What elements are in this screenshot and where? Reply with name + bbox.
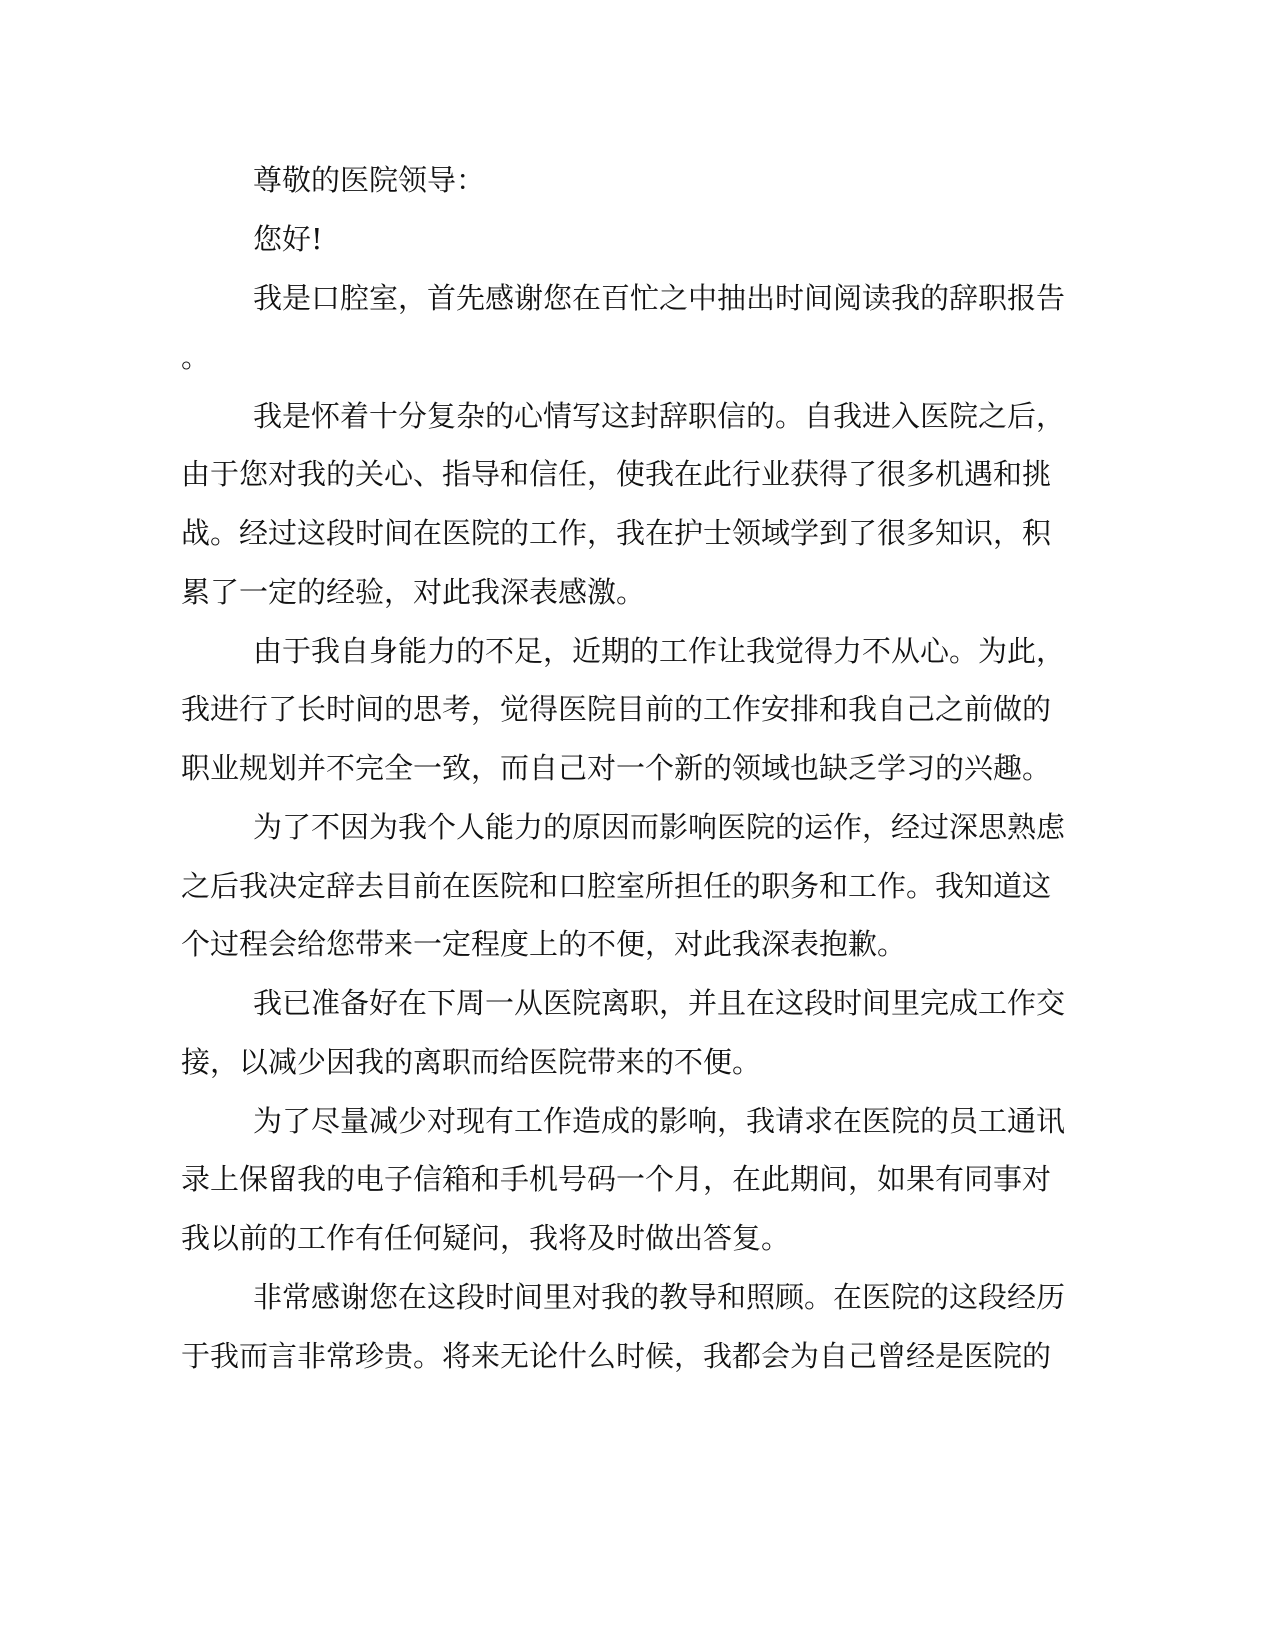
paragraph-line: 之后我决定辞去目前在医院和口腔室所担任的职务和工作。我知道这 — [181, 869, 1052, 903]
paragraph-line: 我是怀着十分复杂的心情写这封辞职信的。自我进入医院之后， — [253, 399, 1066, 433]
paragraph-line: 录上保留我的电子信箱和手机号码一个月，在此期间，如果有同事对 — [181, 1162, 1052, 1196]
paragraph-line: 由于您对我的关心、指导和信任，使我在此行业获得了很多机遇和挑 — [181, 457, 1052, 491]
paragraph-line: 职业规划并不完全一致，而自己对一个新的领域也缺乏学习的兴趣。 — [181, 751, 1052, 785]
paragraph-line: 为了不因为我个人能力的原因而影响医院的运作，经过深思熟虑 — [253, 810, 1066, 844]
paragraph-line: 我进行了长时间的思考，觉得医院目前的工作安排和我自己之前做的 — [181, 692, 1052, 726]
greeting: 您好! — [253, 222, 323, 256]
paragraph-line: 接，以减少因我的离职而给医院带来的不便。 — [181, 1045, 762, 1079]
paragraph-line: 。 — [181, 340, 211, 374]
salutation: 尊敬的医院领导： — [253, 163, 486, 197]
paragraph-line: 我以前的工作有任何疑问，我将及时做出答复。 — [181, 1221, 791, 1255]
paragraph-line: 于我而言非常珍贵。将来无论什么时候，我都会为自己曾经是医院的 — [181, 1339, 1052, 1373]
paragraph-line: 战。经过这段时间在医院的工作，我在护士领域学到了很多知识，积 — [181, 516, 1052, 550]
paragraph-line: 非常感谢您在这段时间里对我的教导和照顾。在医院的这段经历 — [253, 1280, 1066, 1314]
paragraph-line: 由于我自身能力的不足，近期的工作让我觉得力不从心。为此， — [253, 634, 1066, 668]
paragraph-line: 我是口腔室，首先感谢您在百忙之中抽出时间阅读我的辞职报告 — [253, 281, 1066, 315]
paragraph-line: 为了尽量减少对现有工作造成的影响，我请求在医院的员工通讯 — [253, 1104, 1066, 1138]
paragraph-line: 我已准备好在下周一从医院离职，并且在这段时间里完成工作交 — [253, 986, 1066, 1020]
paragraph-line: 累了一定的经验，对此我深表感激。 — [181, 575, 646, 609]
paragraph-line: 个过程会给您带来一定程度上的不便，对此我深表抱歉。 — [181, 927, 907, 961]
